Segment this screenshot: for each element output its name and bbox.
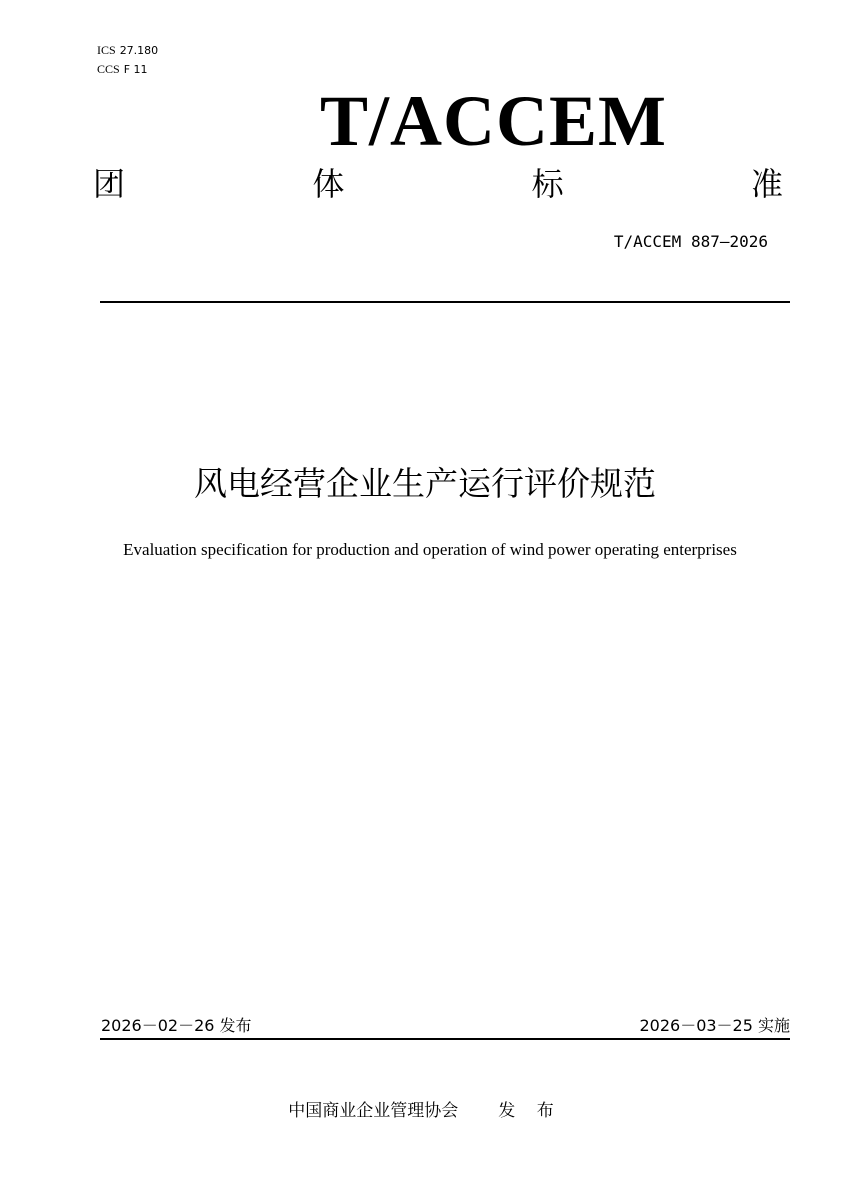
standard-type [93,164,783,204]
standard-type-char: 团 [93,165,126,203]
ics-label: ICS [97,43,116,57]
document-title-en: Evaluation specification for production and operation of wind power operating enterprises [123,540,737,559]
standard-type-char: 准 [750,165,783,203]
ccs-line [97,60,158,79]
ics-line [97,41,158,60]
ccs-label: CCS [97,62,120,76]
ics-code: 27.180 [119,44,159,57]
ccs-code: F 11 [123,63,148,76]
footer-divider [100,1038,790,1040]
issuer [0,1100,850,1122]
standard-number: T/ACCEM 887—2026 [613,232,768,251]
issue-date: 2026－02－26 发布 [101,1016,252,1035]
classification-codes [97,41,158,79]
standard-type-char: 体 [312,165,345,203]
standard-type-char: 标 [531,165,564,203]
header-divider [100,301,790,303]
organization-logo: T/ACCEM [320,81,667,161]
issuer-action: 发 布 [498,1101,562,1121]
issuer-name: 中国商业企业管理协会 [288,1101,459,1121]
document-title-zh: 风电经营企业生产运行评价规范 [194,464,656,503]
implementation-date: 2026－03－25 实施 [639,1016,790,1035]
